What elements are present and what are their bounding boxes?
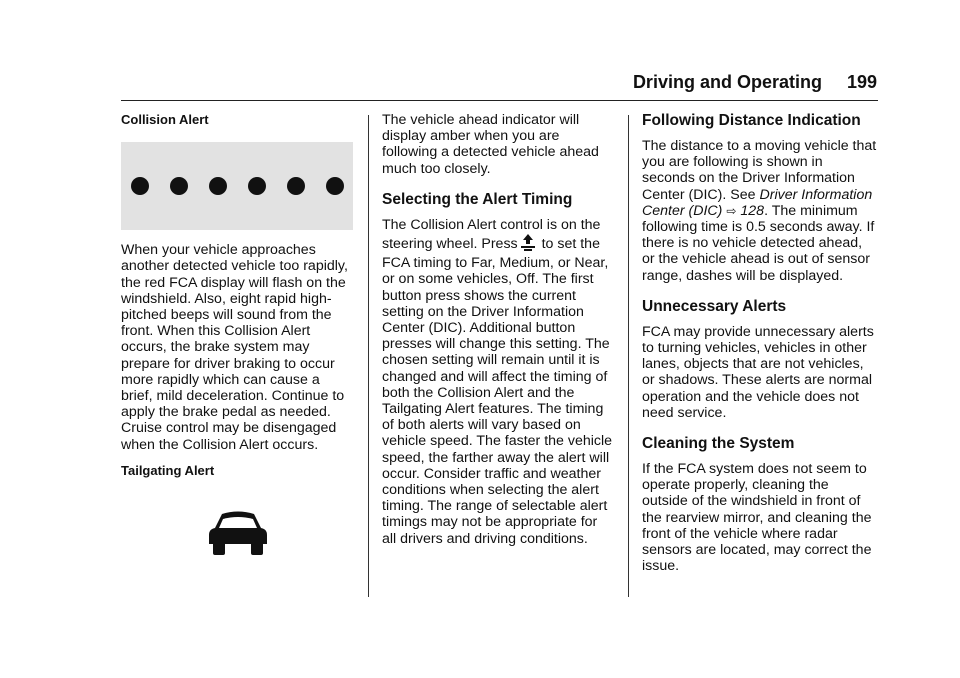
unnecessary-alerts-heading: Unnecessary Alerts [642,297,787,315]
page-header-title: Driving and Operating 199 [632,72,877,92]
following-distance-heading: Following Distance Indication [642,112,861,129]
selecting-text-after-icon: to set the FCA timing to Far, Medium, or Near, or on some vehicles, Off. The first button press shows the current setting on the Driver Information Center (DIC). Additional button presses will change this setting. The chosen setting will remain until it is changed and will affect the timing of both the Collision Alert and the Tailgating Alert features. The timing of both alerts will vary based on vehicle speed. The faster the vehicle speed, the farther away the alert will occur. Consider traffic and weather conditions when selecting the alert timing. The range of selectable alert timings may not be appropriate for all drivers and driving conditions. [382,236,613,547]
collision-alert-label: Collision Alert [121,112,209,127]
selecting-alert-timing-heading: Selecting the Alert Timing [382,190,573,208]
column-divider-left [368,115,369,597]
fca-dot-icon [326,177,344,195]
cleaning-system-text: If the FCA system does not seem to operate properly, cleaning the outside of the windshield in front of the rearview mirror, and cleaning the front of the vehicle where radar sensors are located, may correct the issue. [642,461,872,575]
following-text-part-1: The distance to a moving vehicle that you are following is shown in seconds on the Driver Information Center (DIC). See [642,138,877,203]
selecting-alert-timing-text [382,217,614,547]
collision-alert-timing-icon [518,233,538,255]
dic-reference-link[interactable]: Driver Information Center (DIC) [642,186,873,219]
cleaning-system-heading: Cleaning the System [642,435,795,453]
tailgating-alert-label: Tailgating Alert [121,462,215,478]
fca-dot-icon [287,177,305,195]
column-middle [382,112,614,557]
column-right [642,112,878,584]
vehicle-ahead-icon [206,507,270,557]
dic-reference-page[interactable]: 128 [740,202,765,219]
collision-alert-text: When your vehicle approaches another detected vehicle too rapidly, the red FCA display will flash on the windshield. Also, eight rapid high-pitched beeps will sound from the front. When this Collision Alert occurs, the brake system may prepare for driver braking to occur more rapidly which can cause a brief, mild deceleration. Continue to apply the brake pedal as needed. Cruise control may be disengaged when the Collision Alert occurs. [121,242,348,453]
column-divider-right [628,115,629,597]
fca-dot-icon [131,177,149,195]
page-reference-icon: ⇨ [726,203,737,218]
unnecessary-alerts-text: FCA may provide unnecessary alerts to turning vehicles, vehicles in other lanes, objects that are not vehicles, or shadows. These alerts are normal operation and the vehicle does not need service. [642,323,874,421]
column-left [121,112,355,567]
selecting-text-before-icon: The Collision Alert control is on the steering wheel. Press [382,216,601,253]
fca-dot-icon [170,177,188,195]
following-distance-text [642,138,878,284]
following-text-part-2: . The minimum following time is 0.5 seconds away. If there is no vehicle detected ahead, or the vehicle ahead is out of sensor range, dashes will be displayed. [642,202,875,284]
fca-dot-icon [209,177,227,195]
fca-display-icon [121,142,353,230]
vehicle-ahead-text: The vehicle ahead indicator will display amber when you are following a detected vehicle ahead much too closely. [382,112,599,177]
fca-dot-icon [248,177,266,195]
header-divider [121,100,878,101]
